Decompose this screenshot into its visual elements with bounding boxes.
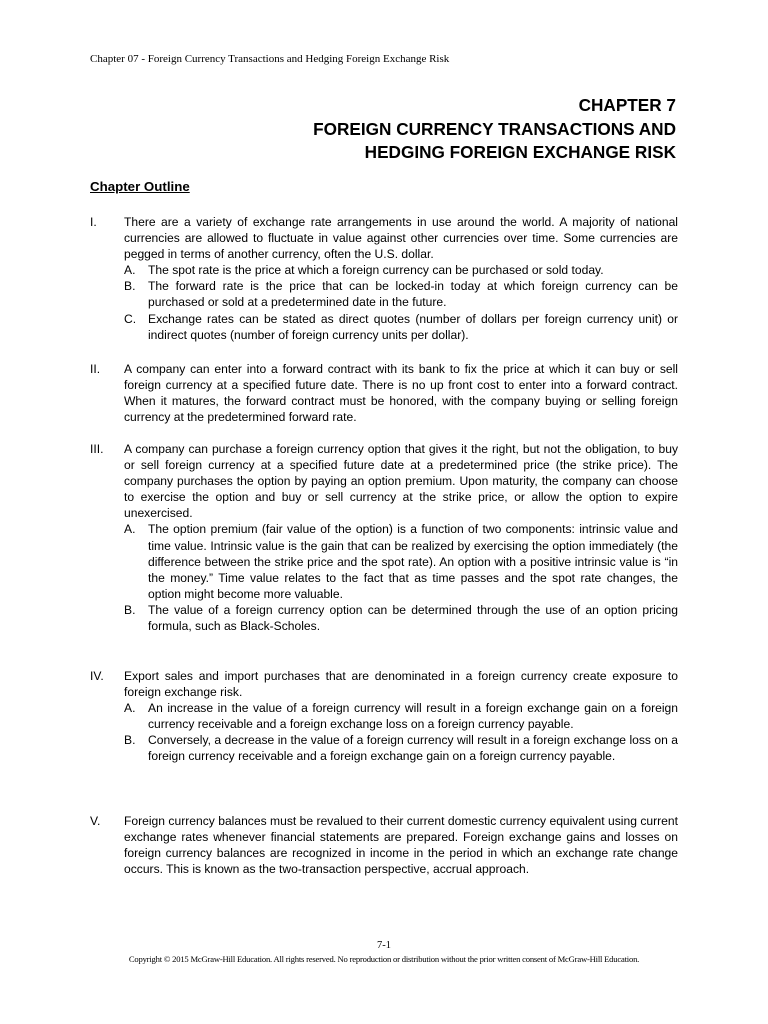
section-text: There are a variety of exchange rate arrangements in use around the world. A majority of national currencies are allowed to fluctuate in value against other currencies over time. Some currencies are pegged in terms of another currency, often the U.S. dollar. bbox=[124, 215, 678, 262]
subsection-letter: B. bbox=[124, 733, 136, 748]
section-text: Export sales and import purchases that are denominated in a foreign currency create exposure to foreign exchange risk. bbox=[124, 669, 678, 700]
outline-section-v bbox=[90, 813, 678, 877]
section-number: IV. bbox=[90, 669, 104, 683]
outline-heading: Chapter Outline bbox=[90, 179, 190, 194]
subsection-letter: B. bbox=[124, 279, 136, 294]
subsection-text: The spot rate is the price at which a foreign currency can be purchased or sold today. bbox=[148, 263, 604, 278]
section-number: I. bbox=[90, 215, 97, 229]
outline-section-iv bbox=[90, 668, 678, 765]
chapter-title-line-2: HEDGING FOREIGN EXCHANGE RISK bbox=[364, 142, 676, 162]
subsection bbox=[124, 700, 678, 732]
subsection bbox=[124, 311, 678, 343]
subsection-letter: B. bbox=[124, 602, 136, 617]
subsection-text: The option premium (fair value of the option) is a function of two components: intrinsic value and time value. Intrinsic value is the gain that can be realized by exercising the option immediately (the difference between the strike price and the spot rate). An option with a positive intrinsic value is “in the money.” Time value relates to the fact that as time passes and the spot rate changes, the option might become more valuable. bbox=[148, 522, 678, 601]
subsection bbox=[124, 521, 678, 601]
subsection-text: Exchange rates can be stated as direct quotes (number of dollars per foreign currency unit) or indirect quotes (number of foreign currency units per dollar). bbox=[148, 311, 678, 342]
outline-section-i bbox=[90, 214, 678, 343]
subsection bbox=[124, 278, 678, 310]
section-text: Foreign currency balances must be revalued to their current domestic currency equivalent using current exchange rates whenever financial statements are prepared. Foreign exchange gains and losses on foreign currency balances are recognized in income in the period in which an exchange rate change occurs. This is known as the two-transaction perspective, accrual approach. bbox=[124, 814, 678, 877]
subsection-letter: C. bbox=[124, 311, 137, 326]
section-number: II. bbox=[90, 362, 101, 376]
section-number: III. bbox=[90, 442, 104, 456]
chapter-number: CHAPTER 7 bbox=[578, 95, 676, 115]
page-number: 7-1 bbox=[377, 940, 391, 951]
subsection-letter: A. bbox=[124, 522, 136, 537]
subsection-letter: A. bbox=[124, 701, 136, 716]
section-text: A company can purchase a foreign currency option that gives it the right, but not the obligation, to buy or sell foreign currency at a specified future date at a predetermined price (the strike price). The company purchases the option by paying an option premium. Upon maturity, the company can choose to exercise the option and buy or sell currency at the strike price, or allow the option to expire unexercised. bbox=[124, 442, 678, 521]
subsection bbox=[124, 732, 678, 764]
subsection-text: An increase in the value of a foreign currency will result in a foreign exchange gain on a foreign currency receivable and a foreign exchange loss on a foreign currency payable. bbox=[148, 701, 678, 732]
subsection-text: The forward rate is the price that can be locked-in today at which foreign currency can be purchased or sold at a predetermined date in the future. bbox=[148, 279, 678, 310]
subsection-text: The value of a foreign currency option can be determined through the use of an option pricing formula, such as Black-Scholes. bbox=[148, 602, 678, 634]
subsection bbox=[124, 602, 678, 634]
section-number: V. bbox=[90, 814, 101, 828]
outline-section-iii bbox=[90, 441, 678, 634]
subsection bbox=[124, 262, 678, 278]
outline-section-ii bbox=[90, 361, 678, 425]
chapter-title bbox=[313, 94, 676, 165]
running-header: Chapter 07 - Foreign Currency Transactions and Hedging Foreign Exchange Risk bbox=[90, 53, 450, 65]
section-text: A company can enter into a forward contract with its bank to fix the price at which it can buy or sell foreign currency at a specified future date. There is no up front cost to enter into a forward contract. When it matures, the forward contract must be honored, with the company buying or selling foreign currency at the predetermined forward rate. bbox=[124, 362, 678, 425]
subsection-text: Conversely, a decrease in the value of a foreign currency will result in a foreign exchange loss on a foreign currency receivable and a foreign exchange gain on a foreign currency payable. bbox=[148, 733, 678, 764]
copyright-notice: Copyright © 2015 McGraw-Hill Education. All rights reserved. No reproduction or distribution without the prior written consent of McGraw-Hill Education. bbox=[128, 954, 640, 964]
subsection-letter: A. bbox=[124, 263, 136, 278]
chapter-title-line-1: FOREIGN CURRENCY TRANSACTIONS AND bbox=[313, 118, 676, 139]
